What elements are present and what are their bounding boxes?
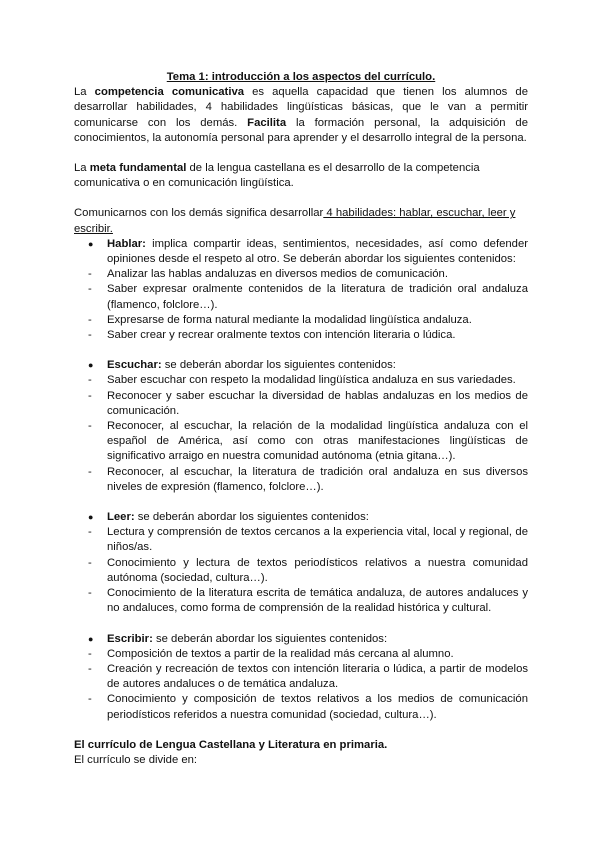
section-text: se deberán abordar los siguientes contenidos: bbox=[161, 359, 396, 372]
meta-pre: La bbox=[74, 162, 90, 175]
list-item-text: Conocimiento de la literatura escrita de temática andaluza, de autores andaluces y no andaluces, como forma de comprensión de la realidad histórica y cultural. bbox=[107, 587, 528, 615]
list-item bbox=[74, 419, 528, 465]
section-1-list bbox=[74, 373, 528, 495]
list-item bbox=[74, 389, 528, 419]
comunicar-underlined: 4 habilidades: hablar, escuchar, leer y escribir. bbox=[74, 207, 516, 235]
skills-sections bbox=[74, 237, 528, 723]
list-item bbox=[74, 556, 528, 586]
list-item-text: Analizar las hablas andaluzas en diversos medios de comunicación. bbox=[107, 268, 448, 281]
section-text: se deberán abordar los siguientes contenidos: bbox=[134, 511, 369, 524]
list-item bbox=[74, 586, 528, 616]
dash-icon: - bbox=[88, 389, 92, 402]
section-text: se deberán abordar los siguientes contenidos: bbox=[152, 632, 388, 645]
list-item-text: Saber expresar oralmente contenidos de la literatura de tradición oral andaluza (flamenco, folclore…). bbox=[107, 283, 528, 311]
dash-icon: - bbox=[88, 693, 92, 706]
dash-icon: - bbox=[88, 662, 92, 675]
list-item bbox=[74, 373, 528, 388]
list-item bbox=[74, 662, 528, 692]
section-text: implica compartir ideas, sentimientos, necesidades, así como defender opiniones desde el respeto al otro. Se deberán abordar los siguientes contenidos: bbox=[107, 237, 528, 266]
dash-icon: - bbox=[88, 313, 92, 326]
list-item-text: Saber crear y recrear oralmente textos con intención literaria o lúdica. bbox=[107, 329, 456, 342]
bullet-icon: ● bbox=[88, 360, 94, 371]
list-item-text: Conocimiento y lectura de textos periodísticos relativos a nuestra comunidad autónoma (sociedad, cultura…). bbox=[107, 556, 528, 584]
list-item bbox=[74, 525, 528, 555]
comunicar-pre: Comunicarnos con los demás significa desarrollar bbox=[74, 207, 324, 220]
curriculo-heading: El currículo de Lengua Castellana y Literatura en primaria. bbox=[74, 738, 388, 751]
comunicar-paragraph bbox=[74, 206, 528, 236]
dash-icon: - bbox=[88, 420, 92, 433]
list-item-text: Lectura y comprensión de textos cercanos a la experiencia vital, local y regional, de niños/as. bbox=[107, 526, 528, 554]
intro-pre: La bbox=[74, 86, 95, 99]
dash-icon: - bbox=[88, 268, 92, 281]
list-item bbox=[74, 647, 528, 662]
list-item-text: Creación y recreación de textos con intención literaria o lúdica, a partir de modelos de autores andaluces o de temática andaluza. bbox=[107, 662, 528, 691]
bullet-icon: ● bbox=[88, 512, 94, 523]
section-1-intro bbox=[74, 358, 528, 373]
dash-icon: - bbox=[88, 329, 92, 342]
list-item-text: Composición de textos a partir de la realidad más cercana al alumno. bbox=[107, 647, 454, 660]
dash-icon: - bbox=[88, 283, 92, 296]
dash-icon: - bbox=[88, 374, 92, 387]
dash-icon: - bbox=[88, 465, 92, 478]
section-heading: Leer: bbox=[107, 511, 135, 524]
intro-mid: es aquella capacidad que tienen los alumnos de desarrollar habilidades, 4 habilidades lingüísticas básicas, que le van a permitir comunicarse con los demás. bbox=[74, 86, 528, 129]
list-item bbox=[74, 465, 528, 495]
list-item-text: Reconocer y saber escuchar la diversidad de hablas andaluzas en los medios de comunicación. bbox=[107, 389, 528, 417]
intro-bold-competencia: competencia comunicativa bbox=[94, 86, 245, 99]
list-item-text: Reconocer, al escuchar, la literatura de tradición oral andaluza en sus diversos niveles de expresión (flamenco, folclore…). bbox=[107, 465, 528, 493]
curriculo-text: El currículo se divide en: bbox=[74, 753, 198, 766]
document-title: Tema 1: introducción a los aspectos del currículo. bbox=[166, 71, 436, 83]
section-heading: Hablar: bbox=[107, 237, 146, 250]
document-page bbox=[74, 70, 528, 768]
section-heading: Escribir: bbox=[107, 632, 153, 645]
list-item-text: Reconocer, al escuchar, la relación de la modalidad lingüística andaluza con el español de América, así como con otras manifestaciones lingüísticas de significativo arraigo en nuestra comunidad autónoma (etnia gitana…). bbox=[107, 420, 528, 463]
section-heading: Escuchar: bbox=[107, 359, 162, 372]
meta-post: de la lengua castellana es el desarrollo de la competencia comunicativa o en comunicación lingüística. bbox=[74, 162, 480, 190]
intro-post: la formación personal, la adquisición de conocimientos, la autonomía personal para aprender y el desarrollo integral de la persona. bbox=[74, 116, 528, 144]
dash-icon: - bbox=[88, 526, 92, 539]
list-item bbox=[74, 692, 528, 722]
intro-bold-facilita: Facilita bbox=[247, 116, 287, 129]
section-2-list bbox=[74, 525, 528, 616]
dash-icon: - bbox=[88, 556, 92, 569]
list-item bbox=[74, 267, 528, 282]
section-2-intro bbox=[74, 510, 528, 525]
section-0-list bbox=[74, 267, 528, 343]
bullet-icon: ● bbox=[88, 633, 94, 644]
meta-bold: meta fundamental bbox=[89, 162, 187, 175]
list-item-text: Saber escuchar con respeto la modalidad lingüística andaluza en sus variedades. bbox=[107, 374, 516, 387]
section-3-list bbox=[74, 647, 528, 723]
bullet-icon: ● bbox=[88, 238, 94, 249]
list-item-text: Expresarse de forma natural mediante la modalidad lingüística andaluza. bbox=[107, 313, 472, 326]
meta-paragraph bbox=[74, 161, 528, 191]
dash-icon: - bbox=[88, 587, 92, 600]
list-item-text: Conocimiento y composición de textos relativos a los medios de comunicación periodísticos referidos a nuestra comunidad (sociedad, cultura…). bbox=[107, 693, 528, 721]
list-item bbox=[74, 282, 528, 312]
section-3-intro bbox=[74, 632, 528, 647]
section-0-intro bbox=[74, 237, 528, 267]
list-item bbox=[74, 313, 528, 328]
list-item bbox=[74, 328, 528, 343]
intro-paragraph bbox=[74, 85, 528, 146]
dash-icon: - bbox=[88, 647, 92, 660]
